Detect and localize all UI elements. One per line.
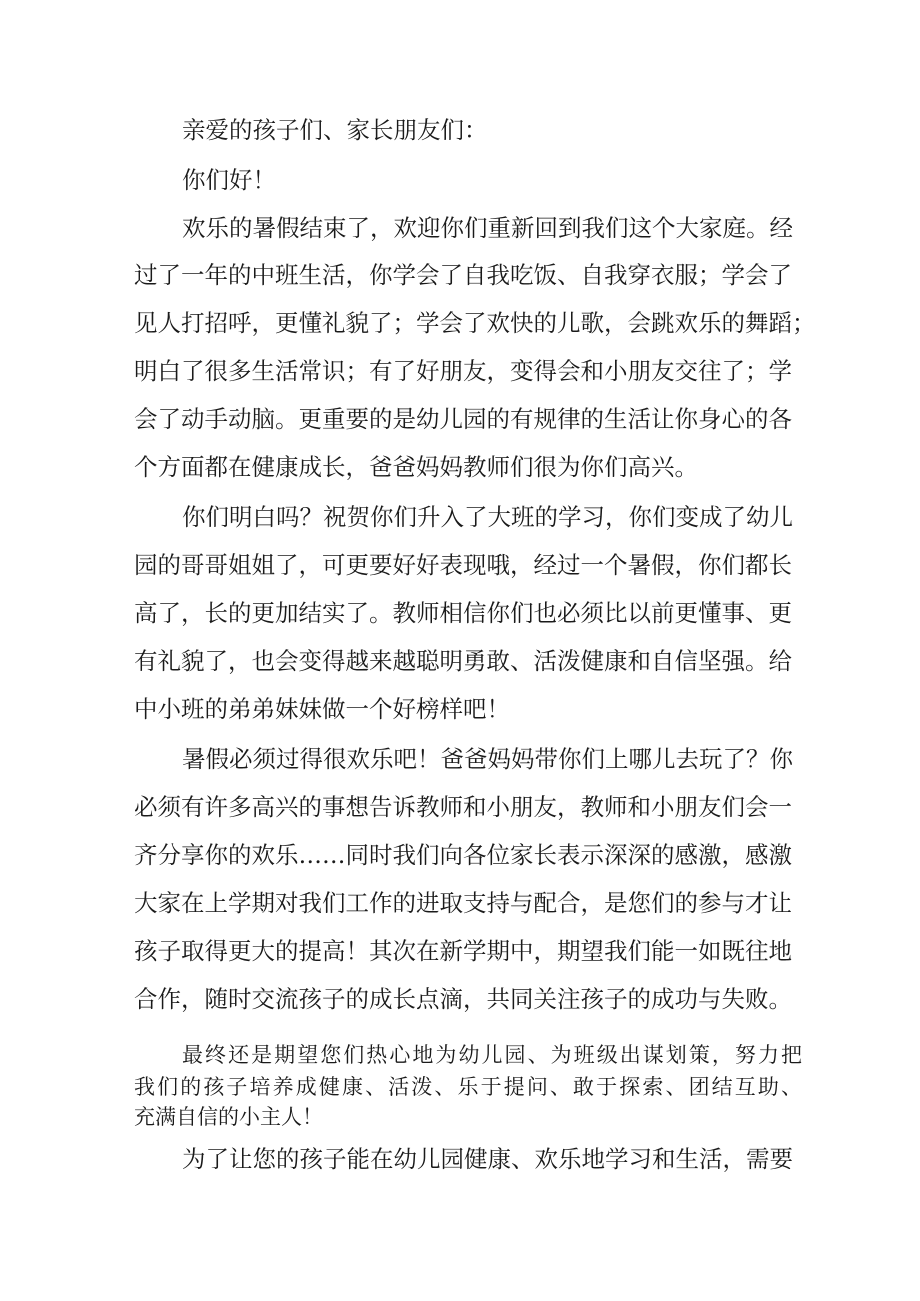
hello-line: 你们好！	[182, 166, 276, 194]
paragraph-1-line-1: 欢乐的暑假结束了，欢迎你们重新回到我们这个大家庭。经	[182, 214, 793, 242]
paragraph-1-line-4: 明白了很多生活常识；有了好朋友，变得会和小朋友交往了；学	[134, 357, 792, 385]
paragraph-1-line-3: 见人打招呼，更懂礼貌了；学会了欢快的儿歌，会跳欢乐的舞蹈；	[134, 309, 816, 337]
greeting-line: 亲爱的孩子们、家长朋友们：	[182, 116, 488, 144]
paragraph-2-line-4: 有礼貌了，也会变得越来越聪明勇敢、活泼健康和自信坚强。给	[134, 647, 792, 675]
paragraph-2-line-3: 高了，长的更加结实了。教师相信你们也必须比以前更懂事、更	[134, 599, 792, 627]
paragraph-3-line-6: 合作，随时交流孩子的成长点滴，共同关注孩子的成功与失败。	[134, 985, 792, 1013]
paragraph-4-line-2: 我们的孩子培养成健康、活泼、乐于提问、敢于探索、团结互助、	[134, 1075, 802, 1099]
paragraph-1-line-2: 过了一年的中班生活，你学会了自我吃饭、自我穿衣服；学会了	[134, 261, 792, 289]
paragraph-3-line-4: 大家在上学期对我们工作的进取支持与配合，是您们的参与才让	[134, 889, 792, 917]
paragraph-3-line-5: 孩子取得更大的提高！其次在新学期中，期望我们能一如既往地	[134, 937, 792, 965]
paragraph-1-line-5: 会了动手动脑。更重要的是幼儿园的有规律的生活让你身心的各	[134, 405, 792, 433]
paragraph-3-line-1: 暑假必须过得很欢乐吧！爸爸妈妈带你们上哪儿去玩了？你	[182, 745, 793, 773]
paragraph-4-line-3: 充满自信的小主人！	[134, 1105, 323, 1129]
paragraph-2-line-1: 你们明白吗？祝贺你们升入了大班的学习，你们变成了幼儿	[182, 503, 793, 531]
paragraph-3-line-2: 必须有许多高兴的事想告诉教师和小朋友，教师和小朋友们会一	[134, 793, 792, 821]
paragraph-3-line-3: 齐分享你的欢乐……同时我们向各位家长表示深深的感激，感激	[134, 841, 792, 869]
paragraph-5-line-1: 为了让您的孩子能在幼儿园健康、欢乐地学习和生活，需要	[182, 1145, 793, 1173]
paragraph-1-line-6: 个方面都在健康成长，爸爸妈妈教师们很为你们高兴。	[134, 453, 698, 481]
paragraph-2-line-5: 中小班的弟弟妹妹做一个好榜样吧！	[134, 695, 510, 723]
paragraph-2-line-2: 园的哥哥姐姐了，可更要好好表现哦，经过一个暑假，你们都长	[134, 551, 792, 579]
paragraph-4-line-1: 最终还是期望您们热心地为幼儿园、为班级出谋划策，努力把	[182, 1043, 802, 1067]
